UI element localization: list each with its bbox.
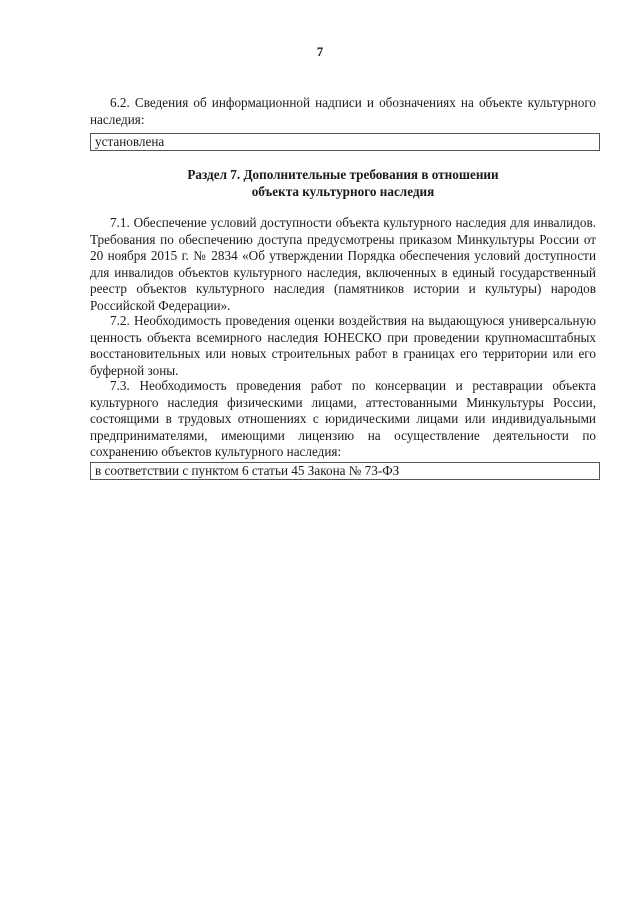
item-6-2-text: 6.2. Сведения об информационной надписи и обозначениях на объекте культурного наследия: bbox=[90, 95, 596, 127]
page-number: 7 bbox=[316, 44, 324, 59]
item-7-3-text: 7.3. Необходимость проведения работ по консервации и реставрации объекта культурного наследия физическими лицами, аттестованными Минкультуры России, состоящими в трудовых отношениях с юридическими лицами или индивидуальными предпринимателями, имеющими лицензию на осуществление деятельности по сохранению объектов культурного наследия: bbox=[90, 378, 596, 459]
item-6-2-value-field: установлена bbox=[90, 133, 600, 151]
section-7-heading-line2: объекта культурного наследия bbox=[251, 184, 435, 199]
item-7-3-value-field: в соответствии с пунктом 6 статьи 45 Закона № 73-ФЗ bbox=[90, 462, 600, 480]
item-7-1-text: 7.1. Обеспечение условий доступности объекта культурного наследия для инвалидов. Требования по обеспечению доступа предусмотрены приказом Минкультуры России от 20 ноября 2015 г. № 2834 «Об утверждении Порядка обеспечения условий доступности для инвалидов объектов культурного наследия, включенных в единый государственный реестр объектов культурного наследия (памятников истории и культуры) народов Российской Федерации». bbox=[90, 215, 596, 313]
section-7-heading bbox=[90, 166, 596, 200]
item-7-2-text: 7.2. Необходимость проведения оценки воздействия на выдающуюся универсальную ценность объекта всемирного наследия ЮНЕСКО при проведении крупномасштабных восстановительных или новых строительных работ в границах его территории или его буферной зоны. bbox=[90, 313, 596, 378]
section-7-heading-line1: Раздел 7. Дополнительные требования в отношении bbox=[187, 167, 499, 182]
